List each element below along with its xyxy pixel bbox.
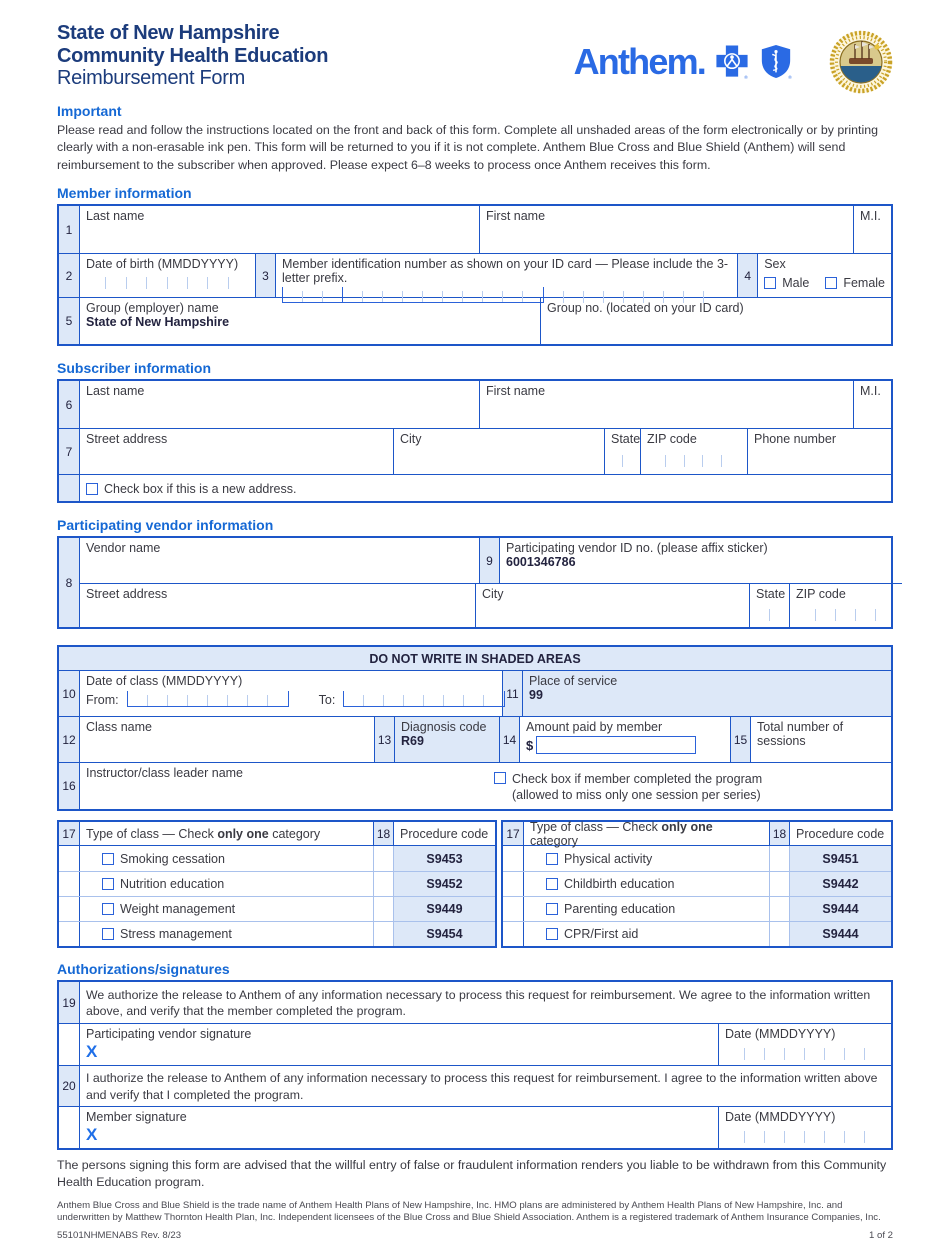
subscriber-street-field[interactable]: Street address	[86, 432, 168, 447]
field-number-4: 4	[737, 254, 758, 297]
class-table-left: 17 Type of class — Check only one category 18 Procedure code Smoking cessation S9453 Nutrition education S9452 Weight management S9449 Stress management S9454	[57, 820, 497, 948]
field-number-18: 18	[373, 822, 394, 845]
class-name-field[interactable]: Class name	[86, 720, 152, 735]
field-number-6: 6	[59, 381, 80, 428]
member-authorization-text: I authorize the release to Anthem of any information necessary to process this request for reimbursement. I agree to the information written above and verify that I completed the program.	[86, 1071, 878, 1102]
vendor-signature-date-field[interactable]: Date (MMDDYYYY)	[718, 1024, 891, 1065]
class-type-tables	[57, 820, 893, 948]
weight-management-checkbox[interactable]	[102, 903, 114, 915]
member-id-field[interactable]: Member identification number as shown on your ID card — Please include the 3-letter prefix.	[276, 254, 737, 297]
code-weight-management: S9449	[394, 897, 495, 921]
instructor-field[interactable]: Instructor/class leader name Check box if member completed the program (allowed to miss only one session per series)	[86, 766, 763, 803]
procedure-code-header: Procedure code	[400, 826, 489, 841]
field-number-11: 11	[502, 671, 523, 716]
class-option-childbirth-education: Childbirth education	[524, 877, 769, 891]
total-sessions-field[interactable]: Total number of sessions	[757, 720, 844, 749]
field-number-14: 14	[499, 717, 520, 762]
page-header	[57, 22, 893, 94]
class-table-right: 17 Type of class — Check only one category 18 Procedure code Physical activity S9451 Childbirth education S9442 Parenting education S9444 CPR/First aid S9444	[501, 820, 893, 948]
vendor-name-field[interactable]: Vendor name	[86, 541, 161, 556]
class-option-cpr-first-aid: CPR/First aid	[524, 927, 769, 941]
member-signature-x: X	[86, 1125, 98, 1145]
member-info-heading: Member information	[57, 185, 192, 202]
title-line2: Community Health Education	[57, 44, 329, 67]
field-number-12: 12	[59, 717, 80, 762]
class-option-stress-management: Stress management	[80, 927, 373, 941]
anthem-logo: Anthem.	[573, 41, 705, 82]
field-number-19: 19	[59, 982, 80, 1023]
field-number-13: 13	[374, 717, 395, 762]
field-number-1: 1	[59, 206, 80, 253]
group-no-field[interactable]: Group no. (located on your ID card)	[540, 298, 891, 344]
page-title	[57, 22, 328, 90]
member-dob-field[interactable]: Date of birth (MMDDYYYY)	[80, 254, 255, 297]
place-of-service-value: 99	[529, 688, 543, 703]
field-number-10: 10	[59, 671, 80, 716]
vendor-id-field: Participating vendor ID no. (please affix sticker) 6001346786	[506, 541, 768, 570]
program-completed-checkbox[interactable]	[494, 772, 506, 784]
title-line3: Reimbursement Form	[57, 67, 245, 90]
code-cpr-first-aid: S9444	[790, 922, 891, 946]
class-option-parenting-education: Parenting education	[524, 902, 769, 916]
group-name-field: Group (employer) name State of New Hampshire	[86, 301, 230, 330]
code-smoking-cessation: S9453	[394, 846, 495, 871]
childbirth-education-checkbox[interactable]	[546, 878, 558, 890]
field-number-17b: 17	[503, 822, 524, 845]
subscriber-last-name-field[interactable]: Last name	[86, 384, 145, 399]
member-last-name-field[interactable]: Last name	[86, 209, 145, 224]
cpr-first-aid-checkbox[interactable]	[546, 928, 558, 940]
vendor-signature-x: X	[86, 1042, 98, 1062]
place-of-service-field: Place of service 99	[523, 671, 891, 716]
diagnosis-code-value: R69	[401, 734, 424, 749]
code-physical-activity: S9451	[790, 846, 891, 871]
vendor-zip-field[interactable]: ZIP code	[789, 584, 902, 627]
code-nutrition-education: S9452	[394, 872, 495, 896]
subscriber-first-name-field[interactable]: First name	[479, 381, 853, 428]
procedure-code-header-right: Procedure code	[796, 826, 885, 841]
claim-detail-table	[57, 645, 893, 811]
page-number: 1 of 2	[868, 1229, 893, 1241]
smoking-cessation-checkbox[interactable]	[102, 853, 114, 865]
shaded-banner: DO NOT WRITE IN SHADED AREAS	[369, 651, 581, 666]
group-name-value: State of New Hampshire	[86, 315, 230, 330]
field-number-8: 8	[59, 538, 80, 627]
field-number-spacer	[59, 475, 80, 501]
diagnosis-code-field: Diagnosis code R69	[395, 717, 499, 762]
code-childbirth-education: S9442	[790, 872, 891, 896]
new-address-row: Check box if this is a new address.	[80, 475, 891, 501]
amount-input-box[interactable]	[536, 736, 696, 754]
field-number-18b: 18	[769, 822, 790, 845]
member-signature-field[interactable]: Member signature X	[80, 1107, 718, 1148]
member-info-table	[57, 204, 893, 346]
important-body: Please read and follow the instructions located on the front and back of this form. Complete all unshaded areas of the form electronically or by printing clearly with a non-erasable ink pen. This form will be returned to you if it is not complete. Anthem Blue Cross and Blue Shield (Anthem) will send reimbursement to the subscriber when approved. Please expect 6–8 weeks to process once Anthem receives this form.	[57, 123, 878, 172]
advisory-text: The persons signing this form are advised that the willful entry of false or fraudulent information renders you liable to be withdrawn from this Community Health Education program.	[57, 1158, 887, 1190]
svg-text:®: ®	[788, 76, 792, 80]
subscriber-state-field[interactable]: State	[604, 429, 640, 474]
field-number-20: 20	[59, 1066, 80, 1106]
vendor-info-table	[57, 536, 893, 629]
authorizations-table	[57, 980, 893, 1150]
form-code: 55101NHMENABS Rev. 8/23	[57, 1229, 182, 1241]
sex-female-checkbox[interactable]	[825, 277, 837, 289]
blue-shield-icon	[759, 44, 793, 80]
authorizations-heading: Authorizations/signatures	[57, 961, 230, 978]
subscriber-zip-field[interactable]: ZIP code	[640, 429, 747, 474]
vendor-city-field[interactable]: City	[475, 584, 749, 627]
member-mi-field[interactable]: M.I.	[853, 206, 891, 253]
important-heading: Important	[57, 103, 122, 119]
svg-text:®: ®	[744, 76, 748, 80]
field-number-3: 3	[255, 254, 276, 297]
amount-paid-field: Amount paid by member $	[520, 717, 730, 762]
subscriber-phone-field[interactable]: Phone number	[747, 429, 891, 474]
class-option-smoking-cessation: Smoking cessation	[80, 852, 373, 866]
field-number-15: 15	[730, 717, 751, 762]
code-stress-management: S9454	[394, 922, 495, 946]
member-first-name-field[interactable]: First name	[479, 206, 853, 253]
program-completed-block: Check box if member completed the program (allowed to miss only one session per series)	[494, 771, 762, 804]
legal-text: Anthem Blue Cross and Blue Shield is the trade name of Anthem Health Plans of New Hampshire, Inc. HMO plans are administered by Anthem Health Plans of New Hampshire, Inc. and underwritten by Matthew Thornton Health Plan, Inc. Independent licensees of the Blue Cross and Blue Shield Association. Anthem is a registered trademark of Anthem Insurance Companies, Inc.	[57, 1199, 881, 1224]
parenting-education-checkbox[interactable]	[546, 903, 558, 915]
vendor-street-field[interactable]: Street address	[86, 587, 168, 602]
vendor-id-value: 6001346786	[506, 555, 576, 570]
field-number-5: 5	[59, 298, 80, 344]
subscriber-info-table	[57, 379, 893, 503]
blue-cross-icon	[715, 44, 749, 80]
field-number-9: 9	[479, 538, 500, 583]
subscriber-mi-field[interactable]: M.I.	[853, 381, 891, 428]
code-parenting-education: S9444	[790, 897, 891, 921]
field-number-7: 7	[59, 429, 80, 474]
title-line1: State of New Hampshire	[57, 22, 280, 44]
vendor-signature-field[interactable]: Participating vendor signature X	[80, 1024, 718, 1065]
new-address-checkbox[interactable]	[86, 483, 98, 495]
date-from-comb[interactable]	[127, 691, 289, 707]
field-number-2: 2	[59, 254, 80, 297]
vendor-authorization-text: We authorize the release to Anthem of any information necessary to process this request for reimbursement. We agree to the information written above, and verify that the member completed the program.	[86, 987, 871, 1019]
vendor-info-heading: Participating vendor information	[57, 517, 274, 534]
stress-management-checkbox[interactable]	[102, 928, 114, 940]
field-number-17: 17	[59, 822, 80, 845]
field-number-16: 16	[59, 763, 80, 809]
class-option-nutrition-education: Nutrition education	[80, 877, 373, 891]
date-to-comb[interactable]	[343, 691, 505, 707]
class-option-weight-management: Weight management	[80, 902, 373, 916]
nh-state-seal	[829, 30, 893, 94]
date-of-class-field: Date of class (MMDDYYYY) From: To:	[80, 671, 502, 716]
vendor-state-field[interactable]: State	[749, 584, 789, 627]
dob-comb[interactable]	[86, 277, 249, 289]
sex-male-checkbox[interactable]	[764, 277, 776, 289]
member-signature-date-field[interactable]: Date (MMDDYYYY)	[718, 1107, 891, 1148]
nutrition-education-checkbox[interactable]	[102, 878, 114, 890]
member-sex-field: Sex Male Female	[764, 257, 885, 291]
physical-activity-checkbox[interactable]	[546, 853, 558, 865]
subscriber-info-heading: Subscriber information	[57, 360, 212, 377]
class-option-physical-activity: Physical activity	[524, 852, 769, 866]
subscriber-city-field[interactable]: City	[393, 429, 604, 474]
